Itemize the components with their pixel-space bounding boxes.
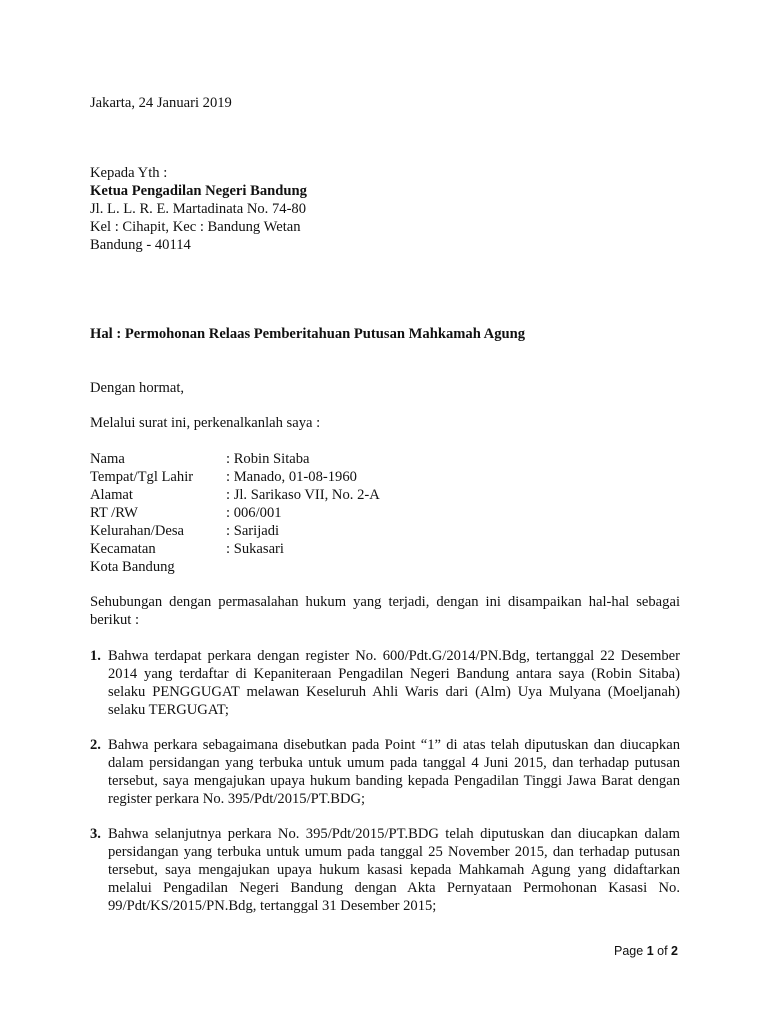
place-date: Jakarta, 24 Januari 2019 xyxy=(90,95,232,111)
page-footer xyxy=(614,943,678,959)
identity-value: : Sukasari xyxy=(226,541,284,557)
list-item-number: 2. xyxy=(90,737,101,753)
identity-label: RT /RW xyxy=(90,505,138,521)
page-word: Page xyxy=(614,944,644,958)
of-word: of xyxy=(657,944,668,958)
identity-value: : Sarijadi xyxy=(226,523,280,539)
identity-value: : 006/001 xyxy=(226,505,282,521)
list-item xyxy=(90,647,680,719)
identity-value: : Robin Sitaba xyxy=(226,451,310,467)
identity-label: Kecamatan xyxy=(90,541,156,557)
current-page-number: 1 xyxy=(646,944,654,958)
identity-value: : Manado, 01-08-1960 xyxy=(226,469,357,485)
recipient-address-line2: Kel : Cihapit, Kec : Bandung Wetan xyxy=(90,219,301,235)
identity-value: : Jl. Sarikaso VII, No. 2-A xyxy=(226,487,380,503)
identity-label: Nama xyxy=(90,451,125,467)
total-pages-number: 2 xyxy=(671,944,678,958)
greeting: Dengan hormat, xyxy=(90,380,185,396)
list-item xyxy=(90,736,680,808)
identity-label: Tempat/Tgl Lahir xyxy=(90,469,194,485)
list-item xyxy=(90,825,680,915)
subject-line: Hal : Permohonan Relaas Pemberitahuan Putusan Mahkamah Agung xyxy=(90,326,526,342)
identity-label: Kota Bandung xyxy=(90,559,175,575)
identity-label: Alamat xyxy=(90,487,133,503)
recipient-address-line3: Bandung - 40114 xyxy=(90,237,191,253)
intro-text: Melalui surat ini, perkenalkanlah saya : xyxy=(90,415,321,431)
recipient-address-line1: Jl. L. L. R. E. Martadinata No. 74-80 xyxy=(90,201,307,217)
list-item-number: 3. xyxy=(90,826,101,842)
list-item-text: Bahwa terdapat perkara dengan register No. 600/Pdt.G/2014/PN.Bdg, tertanggal 22 Desember 2014 yang terdaftar di Kepaniteraan Pengadilan Negeri Bandung antara saya (Robin Sitaba) selaku PENGGUGAT melawan Keseluruh Ahli Waris dari (Alm) Uya Mulyana (Moeljanah) selaku TERGUGAT; xyxy=(108,648,680,718)
recipient-salutation: Kepada Yth : xyxy=(90,165,168,181)
recipient-name: Ketua Pengadilan Negeri Bandung xyxy=(90,183,307,199)
list-item-text: Bahwa perkara sebagaimana disebutkan pada Point “1” di atas telah diputuskan dan diucapkan dalam persidangan yang terbuka untuk umum pada tanggal 4 Juni 2015, dan terhadap putusan tersebut, saya mengajukan upaya hukum banding kepada Pengadilan Tinggi Jawa Barat dengan register perkara No. 395/Pdt/2015/PT.BDG; xyxy=(108,737,680,807)
identity-label: Kelurahan/Desa xyxy=(90,523,185,539)
list-item-text: Bahwa selanjutnya perkara No. 395/Pdt/2015/PT.BDG telah diputuskan dan diucapkan dalam persidangan yang terbuka untuk umum pada tanggal 25 November 2015, dan terhadap putusan tersebut, saya mengajukan upaya hukum kasasi kepada Mahkamah Agung yang didaftarkan melalui Pengadilan Negeri Bandung dengan Akta Pernyataan Permohonan Kasasi No. 99/Pdt/KS/2015/PN.Bdg, tertanggal 31 Desember 2015; xyxy=(108,826,680,914)
list-item-number: 1. xyxy=(90,648,101,664)
statement-paragraph: Sehubungan dengan permasalahan hukum yang terjadi, dengan ini disampaikan hal-hal sebagai berikut : xyxy=(90,594,680,628)
